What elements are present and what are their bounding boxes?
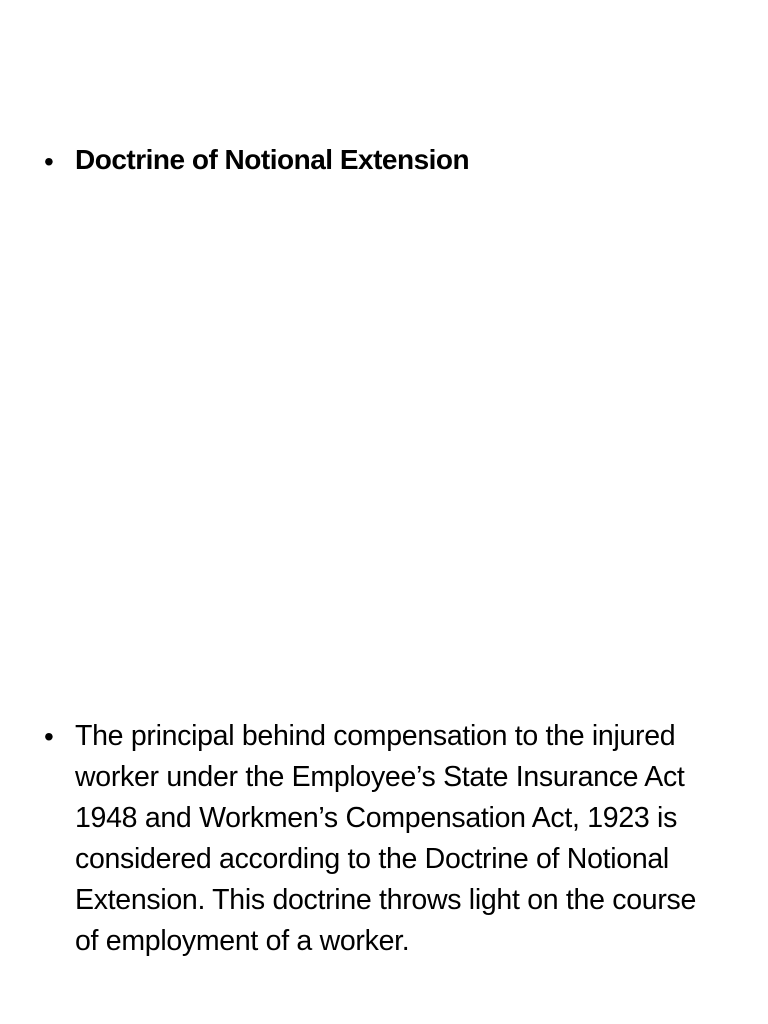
slide-body-text: The principal behind compensation to the injured worker under the Employee’s State Insurance Act 1948 and Workmen’s Compensation Act, 1923 is considered according to the Doctrine of Notional Extension. This doctrine throws light on the course of employment of a worker. [75,720,697,957]
heading-bullet-item [44,141,724,182]
body-bullet-item [44,716,724,962]
slide-heading: Doctrine of Notional Extension [75,144,470,175]
bullet-icon: • [44,721,54,752]
bullet-icon: • [44,146,54,177]
